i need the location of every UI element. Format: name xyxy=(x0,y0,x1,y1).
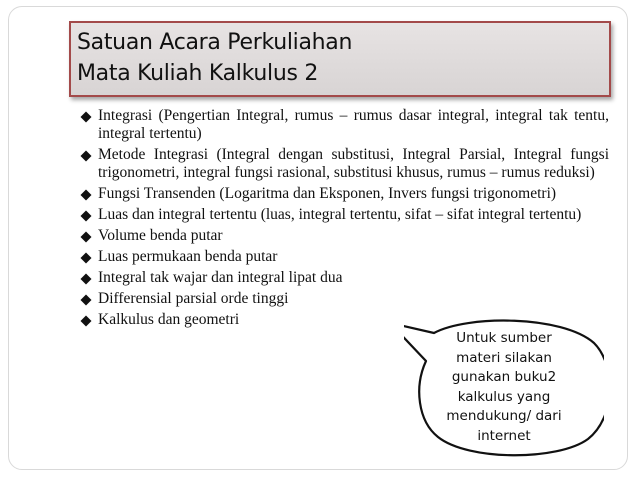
list-item-text: Integral tak wajar dan integral lipat dua xyxy=(98,269,343,286)
callout-line: materi silakan xyxy=(456,349,552,366)
list-item xyxy=(81,227,609,245)
bullet-icon xyxy=(80,252,91,263)
bullet-icon xyxy=(80,231,91,242)
callout-line: Untuk sumber xyxy=(456,330,552,346)
list-item-text: Luas dan integral tertentu (luas, integral tertentu, sifat – sifat integral tertentu) xyxy=(98,206,582,223)
speech-bubble-callout xyxy=(404,317,604,457)
list-item-text: Differensial parsial orde tinggi xyxy=(98,290,289,307)
title-line-2: Mata Kuliah Kalkulus 2 xyxy=(77,61,319,86)
callout-text xyxy=(424,329,584,446)
bullet-icon xyxy=(80,111,91,122)
list-item xyxy=(81,248,609,266)
list-item-text: Volume benda putar xyxy=(98,227,223,244)
list-item-text: Metode Integrasi (Integral dengan substitusi, Integral Parsial, Integral fungsi trigonometri, integral fungsi rasional, substitusi khusus, rumus – rumus reduksi) xyxy=(98,146,609,181)
callout-line: gunakan buku2 xyxy=(451,369,557,385)
callout-line: kalkulus yang xyxy=(457,388,551,405)
list-item xyxy=(81,290,609,308)
bullet-icon xyxy=(80,273,91,284)
list-item xyxy=(81,146,609,182)
callout-line: internet xyxy=(477,427,531,444)
list-item xyxy=(81,269,609,287)
list-item-text: Luas permukaan benda putar xyxy=(98,248,278,265)
topic-list xyxy=(81,107,609,332)
title-box xyxy=(69,21,611,97)
bullet-icon xyxy=(80,189,91,200)
callout-line: mendukung/ dari xyxy=(446,408,562,424)
list-item xyxy=(81,206,609,224)
slide xyxy=(8,6,628,470)
bullet-icon xyxy=(80,294,91,305)
list-item xyxy=(81,107,609,143)
bullet-icon xyxy=(80,315,91,326)
list-item-text: Kalkulus dan geometri xyxy=(98,311,240,328)
list-item-text: Integrasi (Pengertian Integral, rumus – rumus dasar integral, integral tak tentu, integral tertentu) xyxy=(98,107,609,142)
bullet-icon xyxy=(80,210,91,221)
bullet-icon xyxy=(80,150,91,161)
title-line-1: Satuan Acara Perkuliahan xyxy=(77,30,353,55)
list-item-text: Fungsi Transenden (Logaritma dan Eksponen, Invers fungsi trigonometri) xyxy=(98,185,557,202)
list-item xyxy=(81,185,609,203)
